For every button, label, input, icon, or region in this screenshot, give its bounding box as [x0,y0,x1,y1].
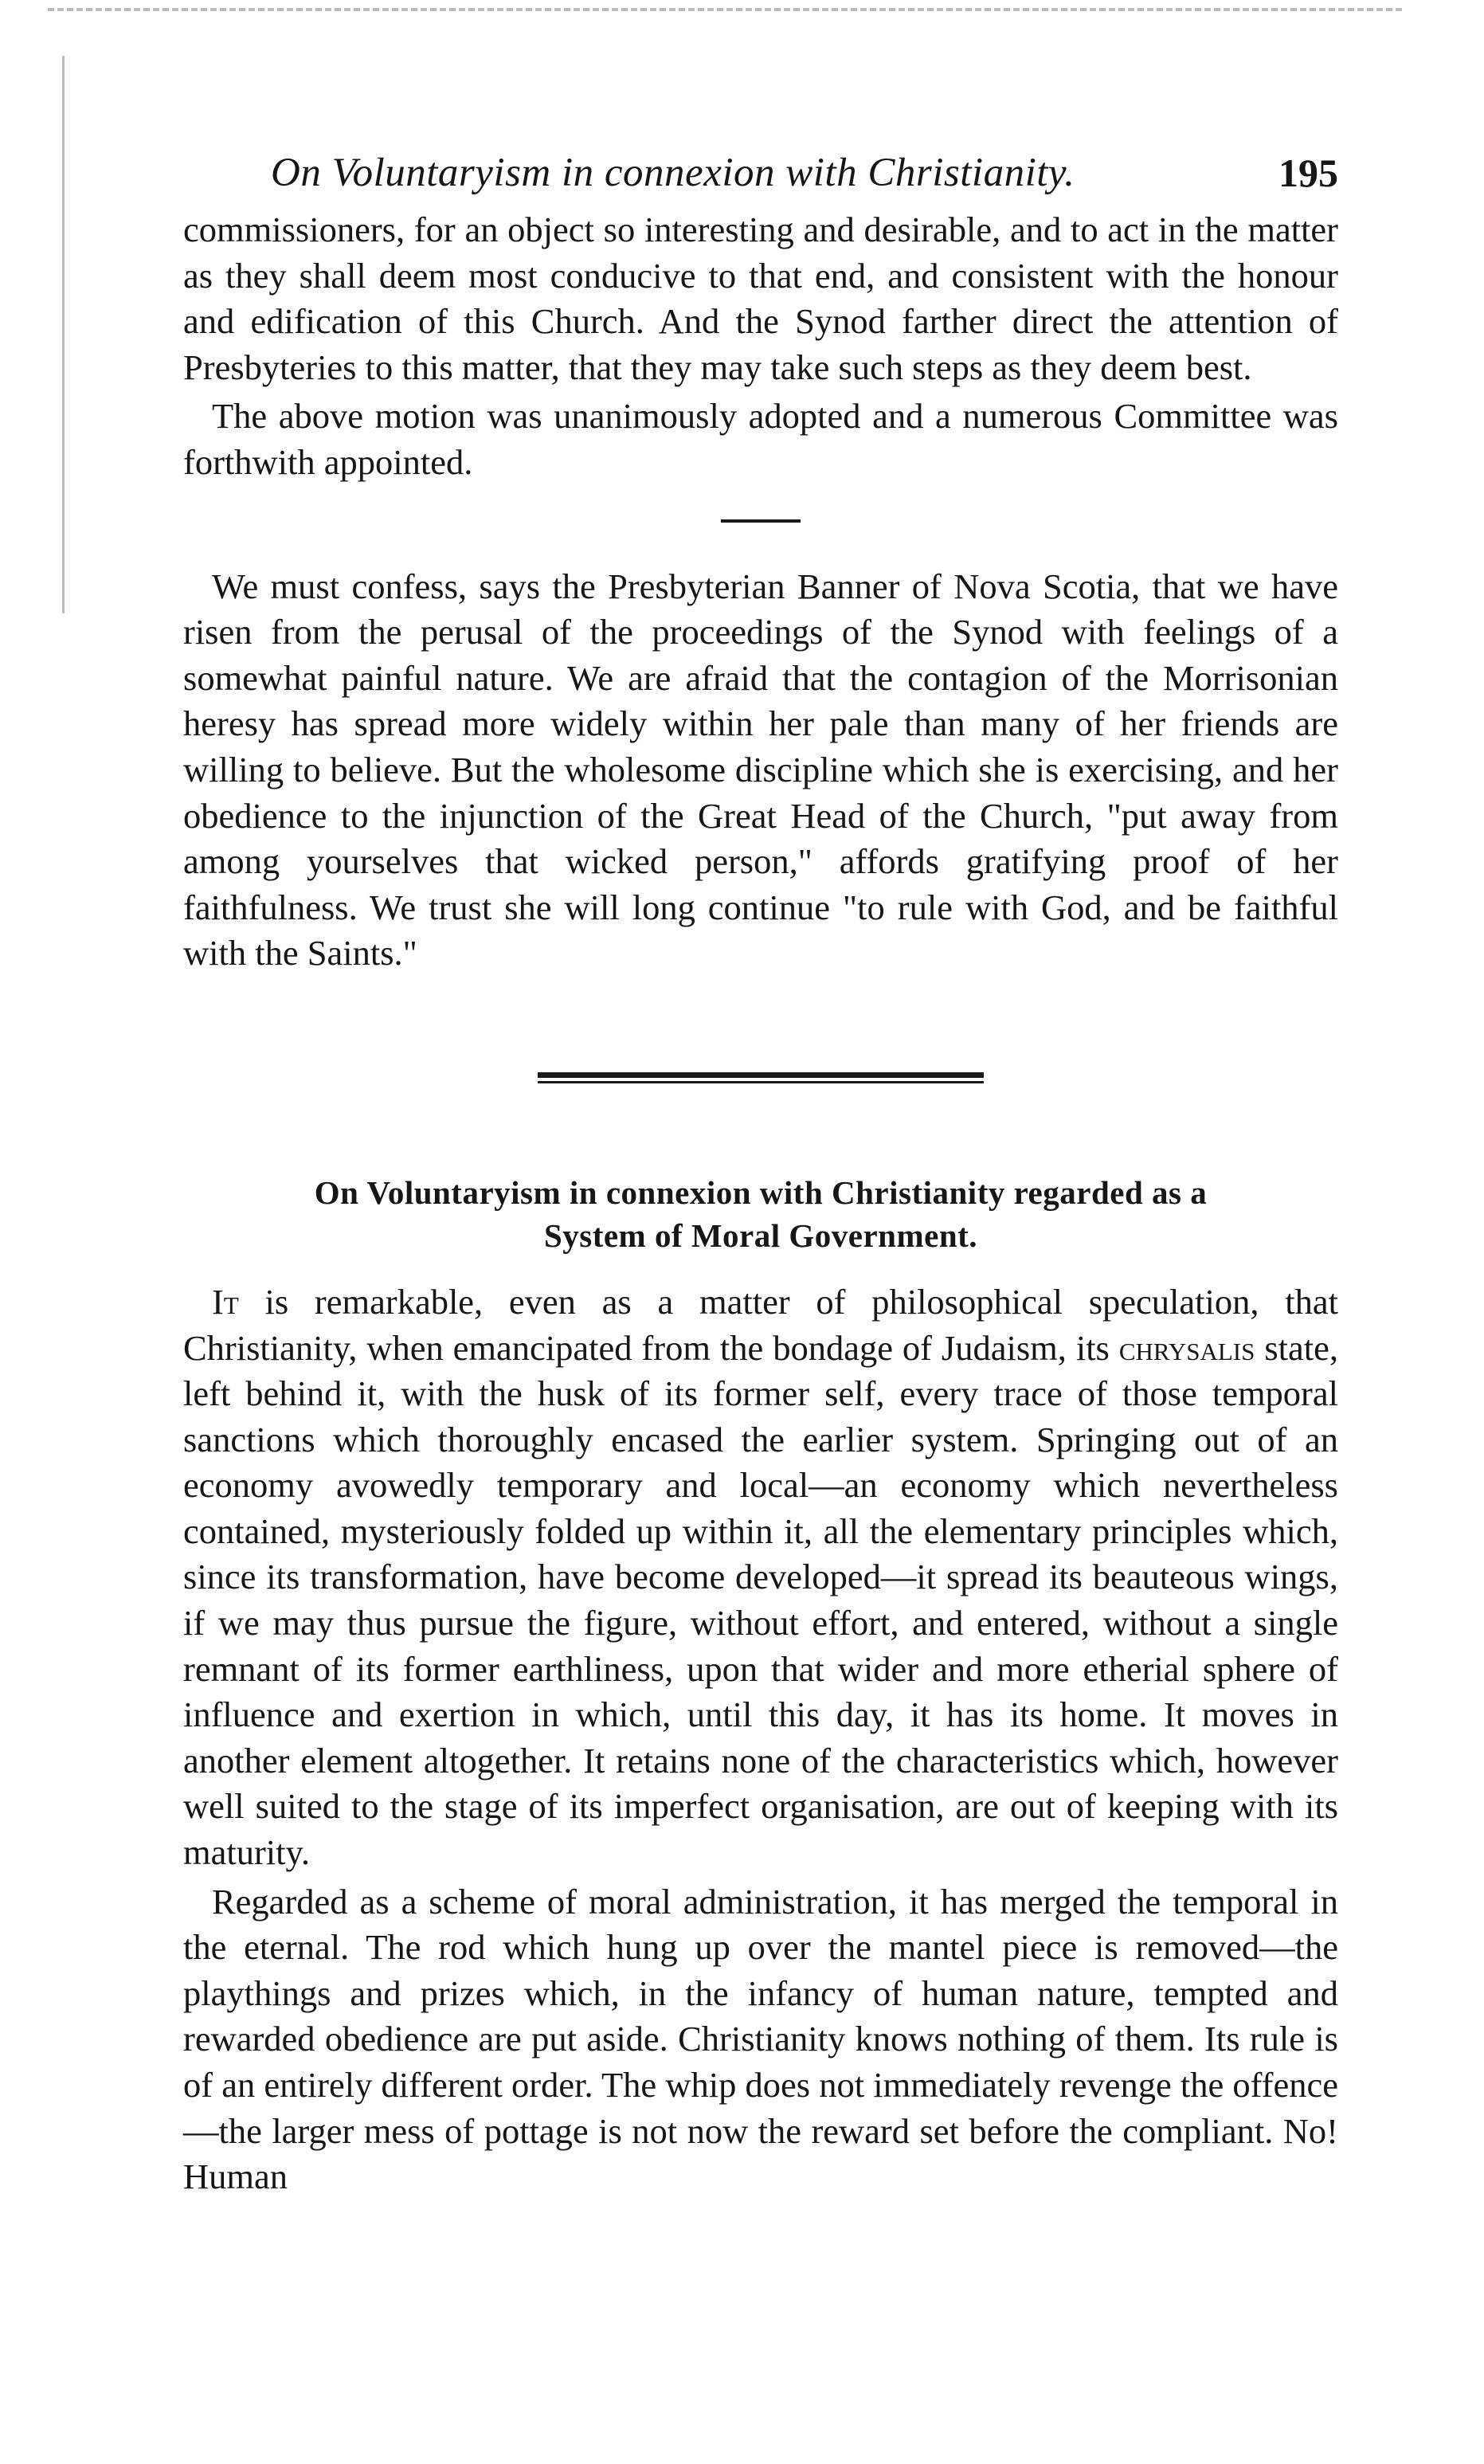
article-paragraph [183,1279,1338,1876]
continuation-paragraph: commissioners, for an object so interesting and desirable, and to act in the matter as they shall deem most conducive to that end, and consistent with the honour and edification of this Church. And the Synod farther direct the attention of Presbyteries to this matter, that they may take such steps as they deem best. [183,210,1338,387]
banner-quotation [183,564,1338,977]
scan-margin-mark [62,56,65,613]
page-number: 195 [1278,151,1338,195]
article-heading [183,1171,1338,1257]
book-page [183,143,1338,2200]
scan-edge-artifact [48,8,1402,11]
article-separator-rule [538,1072,984,1083]
article-paragraph: Regarded as a scheme of moral administration, it has merged the temporal in the eternal. The rod which hung up over the mantel piece is removed—the playthings and prizes which, in the infancy of human nature, tempted and rewarded obedience are put aside. Christianity knows nothing of them. Its rule is of an entirely different order. The whip does not immediately revenge the offence—the larger mess of pottage is not now the reward set before the compliant. No! Human [183,1881,1338,2197]
article-heading-line-2: System of Moral Government. [543,1216,978,1254]
drop-lead-word: It [212,1281,239,1322]
synod-report-continuation [183,207,1338,486]
banner-paragraph: We must confess, says the Presbyterian Banner of Nova Scotia, that we have risen from the perusal of the proceedings of the Synod with feelings of a somewhat painful nature. We are afraid that the contagion of the Morrisonian heresy has spread more widely within her pale than many of her friends are willing to believe. But the wholesome discipline which she is exercising, and her obedience to the injunction of the Great Head of the Church, "put away from among yourselves that wicked person," affords gratifying proof of her faithfulness. We trust she will long continue "to rule with God, and be faithful with the Saints." [183,566,1338,973]
section-divider [721,519,801,523]
chrysalis-smallcaps: chrysalis [1118,1327,1255,1368]
running-head-title: On Voluntaryism in connexion with Christianity. [271,151,1075,195]
article-body [183,1279,1338,2200]
article-paragraph-text-b: state, left behind it, with the husk of its former self, every trace of those temporal sanctions which thoroughly encased the earlier system. Springing out of an economy avowedly temporary and local—an economy which nevertheless contained, mysteriously folded up within it, all the elementary principles which, since its transformation, have become developed—it spread its beauteous wings, if we may thus pursue the figure, without effort, and entered, without a single remnant of its former earthliness, upon that wider and more etherial sphere of influence and exertion in which, until this day, it has its home. It moves in another element altogether. It retains none of the characteristics which, however well suited to the stage of its imperfect organisation, are out of keeping with its maturity. [183,1327,1338,1873]
committee-paragraph: The above motion was unanimously adopted and a numerous Committee was forthwith appointed. [183,396,1338,482]
running-head [183,143,1338,207]
article-paragraph-text-a: is remarkable, even as a matter of philosophical speculation, that Christianity, when emancipated from the bondage of Judaism, its [183,1281,1338,1368]
article-heading-line-1: On Voluntaryism in connexion with Christianity regarded as a [314,1173,1208,1211]
